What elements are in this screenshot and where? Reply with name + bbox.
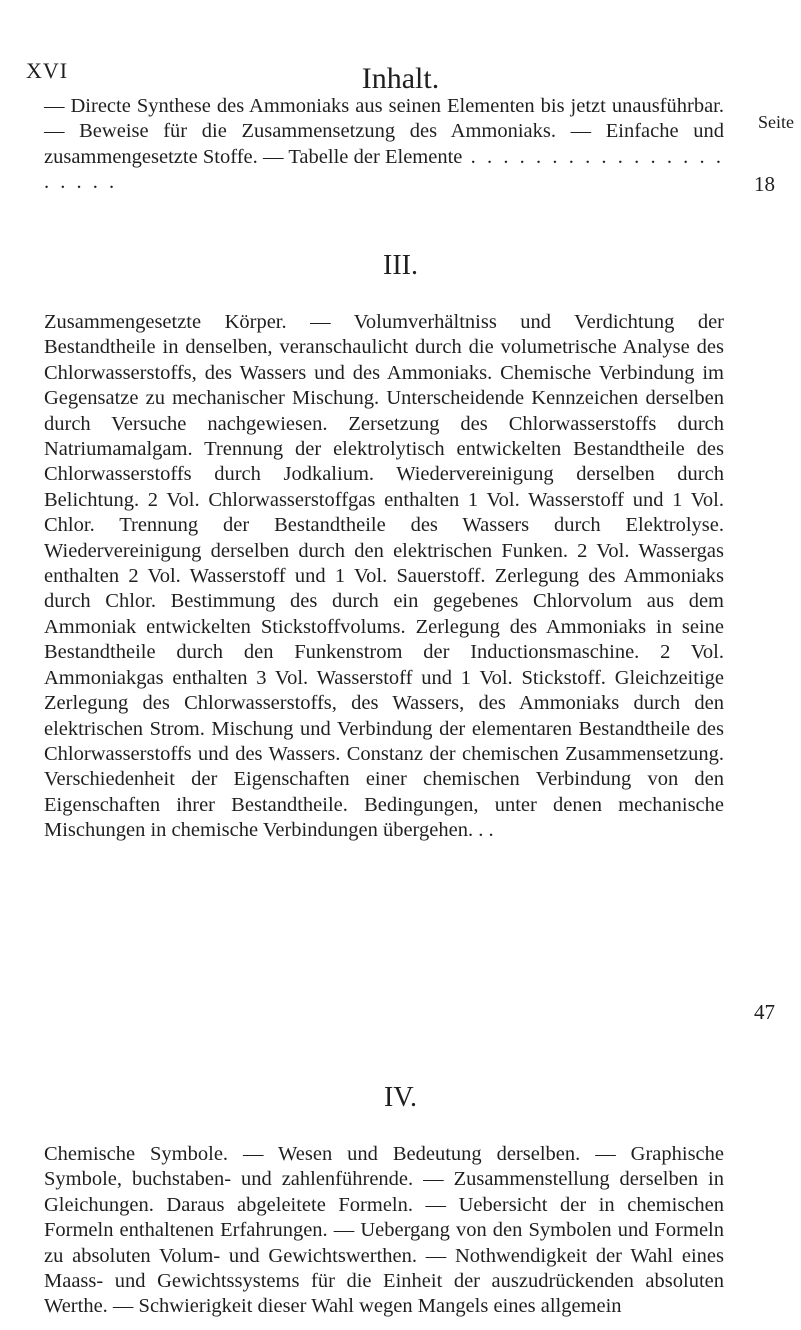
column-label-seite: Seite (758, 112, 794, 132)
dot-leader: . . . . . . . . . . . . . . . . . . . . . (44, 145, 725, 194)
section-numeral-iii: III. (383, 250, 418, 281)
section-numeral-iv: IV. (384, 1082, 417, 1113)
section-iv-text (44, 1142, 724, 1320)
running-head: Inhalt. (361, 62, 440, 95)
section-iii-text (44, 310, 724, 844)
entry-text: — Directe Synthese des Ammoniaks aus seinen Elementen bis jetzt unausführbar. — Beweise für die Zusammensetzung des Ammoniaks. — Einfache und zusammengesetzte Stoffe. — Tabelle der Elemente (44, 95, 724, 168)
section-iii-paragraph: Zusammengesetzte Körper. — Volumverhältniss und Verdichtung der Bestandtheile in denselben, veranschaulicht durch die volumetrische Analyse des Chlorwasserstoffs, des Wassers und des Ammoniaks. Chemische Verbindung im Gegensatze zu mechanischer Mischung. Unterscheidende Kennzeichen derselben durch Versuche nachgewiesen. Zersetzung des Chlorwasserstoffs durch Natriumamalgam. Trennung der elektrolytisch entwickelten Bestandtheile des Chlorwasserstoffs durch Jodkalium. Wiedervereinigung derselben durch Belichtung. 2 Vol. Chlorwasserstoffgas enthalten 1 Vol. Wasserstoff und 1 Vol. Chlor. Trennung der Bestandtheile des Wassers durch Elektrolyse. Wiedervereinigung derselben durch den elektrischen Funken. 2 Vol. Wassergas enthalten 2 Vol. Wasserstoff und 1 Vol. Sauerstoff. Zerlegung des Ammoniaks durch Chlor. Bestimmung des durch ein gegebenes Chlorvolum aus dem Ammoniak entwickelten Stickstoffvolums. Zerlegung des Ammoniaks in seine Bestandtheile durch den Funkenstrom der Inductionsmaschine. 2 Vol. Ammoniakgas enthalten 3 Vol. Wasserstoff und 1 Vol. Stickstoff. Gleichzeitige Zerlegung des Chlorwasserstoffs, des Wassers, des Ammoniaks durch den elektrischen Strom. Mischung und Verbindung der elementaren Bestandtheile des Chlorwasserstoffs und des Wassers. Constanz der chemischen Zusammensetzung. Verschiedenheit der Eigenschaften einer chemischen Verbindung von den Eigenschaften ihrer Bestandtheile. Bedingungen, unter denen mechanische Mischungen in chemische Verbindungen übergehen. . . (44, 311, 724, 842)
section-iv-paragraph: Chemische Symbole. — Wesen und Bedeutung derselben. — Graphische Symbole, buchstaben- und zahlenführende. — Zusammenstellung derselben in Gleichungen. Daraus abgeleitete Formeln. — Uebersicht der in chemischen Formeln enthaltenen Erfahrungen. — Uebergang von den Symbolen und Formeln zu absoluten Volum- und Gewichtswerthen. — Nothwendigkeit der Wahl eines Maass- und Gewichtssystems für die Einheit der auszudrückenden absoluten Werthe. — Schwierigkeit dieser Wahl wegen Mangels eines allgemein (44, 1143, 724, 1318)
entry-continued (44, 94, 724, 196)
entry-page-number: 18 (754, 172, 775, 196)
section-iii-page-number: 47 (754, 1000, 775, 1024)
page-number: XVI (26, 58, 69, 83)
